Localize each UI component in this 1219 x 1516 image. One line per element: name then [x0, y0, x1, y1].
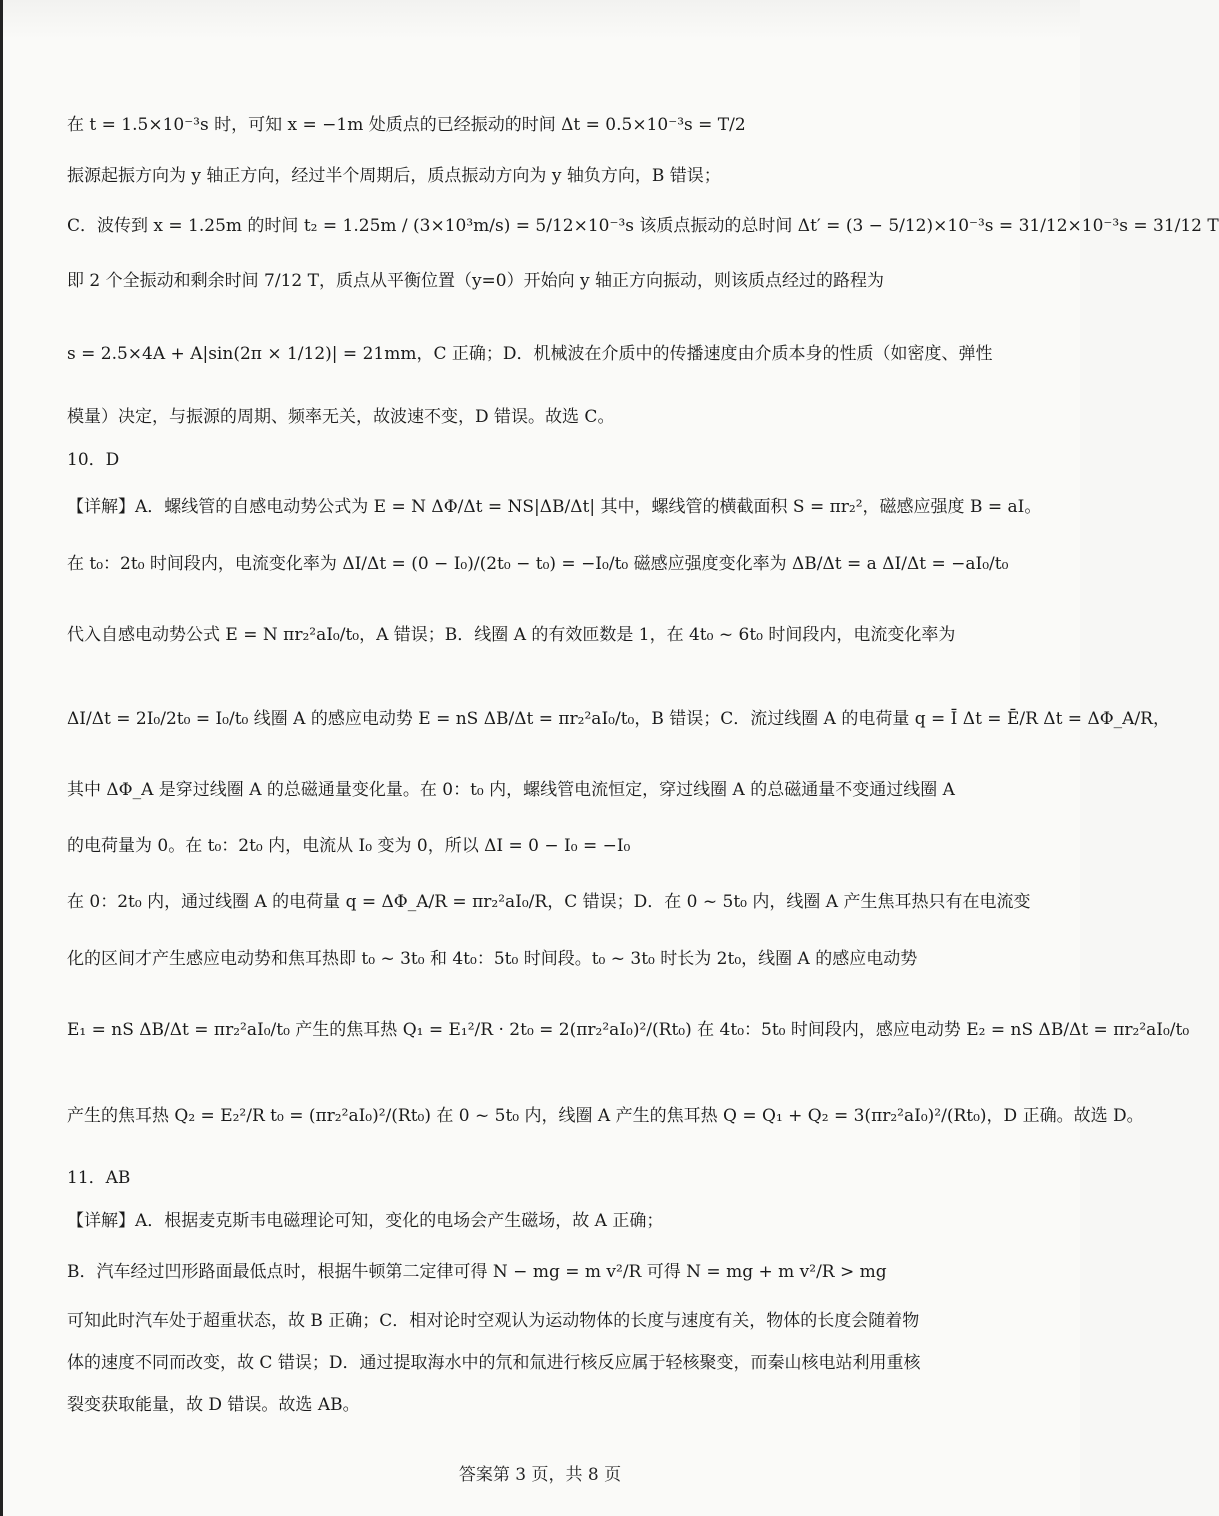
text-line: 在 t = 1.5×10⁻³s 时，可知 x = −1m 处质点的已经振动的时间 Δt = 0.5×10⁻³s = T/2: [67, 115, 746, 135]
text-line: 裂变获取能量，故 D 错误。故选 AB。: [67, 1395, 360, 1415]
text-line: 在 t₀：2t₀ 时间段内，电流变化率为 ΔI/Δt = (0 − I₀)/(2t₀ − t₀) = −I₀/t₀ 磁感应强度变化率为 ΔB/Δt = a ΔI/Δt = −aI₀/t₀: [67, 554, 1009, 574]
page-left-edge: [0, 0, 3, 1516]
text-line: 【详解】A．螺线管的自感电动势公式为 E = N ΔΦ/Δt = NS|ΔB/Δt| 其中，螺线管的横截面积 S = πr₂²，磁感应强度 B = aI。: [67, 497, 1042, 517]
text-line: 产生的焦耳热 Q₂ = E₂²/R t₀ = (πr₂²aI₀)²/(Rt₀) 在 0 ~ 5t₀ 内，线圈 A 产生的焦耳热 Q = Q₁ + Q₂ = 3(πr₂²aI₀)²/(Rt₀)，D 正确。故选 D。: [67, 1106, 1144, 1126]
text-line: B．汽车经过凹形路面最低点时，根据牛顿第二定律可得 N − mg = m v²/R 可得 N = mg + m v²/R > mg: [67, 1262, 887, 1282]
text-line: 振源起振方向为 y 轴正方向，经过半个周期后，质点振动方向为 y 轴负方向，B 错误；: [67, 166, 721, 186]
text-line: 代入自感电动势公式 E = N πr₂²aI₀/t₀，A 错误；B．线圈 A 的有效匝数是 1，在 4t₀ ~ 6t₀ 时间段内，电流变化率为: [67, 625, 956, 645]
text-line: 即 2 个全振动和剩余时间 7/12 T，质点从平衡位置（y=0）开始向 y 轴正方向振动，则该质点经过的路程为: [67, 271, 885, 291]
text-line: 体的速度不同而改变，故 C 错误；D．通过提取海水中的氘和氚进行核反应属于轻核聚变，而秦山核电站利用重核: [67, 1353, 921, 1373]
text-line: 【详解】A．根据麦克斯韦电磁理论可知，变化的电场会产生磁场，故 A 正确；: [67, 1211, 664, 1231]
text-line: 的电荷量为 0。在 t₀：2t₀ 内，电流从 I₀ 变为 0，所以 ΔI = 0 − I₀ = −I₀: [67, 836, 631, 856]
text-line: 可知此时汽车处于超重状态，故 B 正确；C．相对论时空观认为运动物体的长度与速度有关，物体的长度会随着物: [67, 1311, 920, 1331]
question-number: 11．AB: [67, 1168, 131, 1188]
text-line: ΔI/Δt = 2I₀/2t₀ = I₀/t₀ 线圈 A 的感应电动势 E = nS ΔB/Δt = πr₂²aI₀/t₀，B 错误；C．流过线圈 A 的电荷量 q = Ī Δt = Ē/R Δt = ΔΦ_A/R，: [67, 709, 1170, 729]
text-line: 其中 ΔΦ_A 是穿过线圈 A 的总磁通量变化量。在 0：t₀ 内，螺线管电流恒定，穿过线圈 A 的总磁通量不变通过线圈 A: [67, 780, 955, 800]
text-line: 化的区间才产生感应电动势和焦耳热即 t₀ ~ 3t₀ 和 4t₀：5t₀ 时间段。t₀ ~ 3t₀ 时长为 2t₀，线圈 A 的感应电动势: [67, 949, 918, 969]
question-number: 10．D: [67, 450, 120, 470]
text-line: E₁ = nS ΔB/Δt = πr₂²aI₀/t₀ 产生的焦耳热 Q₁ = E₁²/R · 2t₀ = 2(πr₂²aI₀)²/(Rt₀) 在 4t₀：5t₀ 时间段内，感应电动势 E₂ = nS ΔB/Δt = πr₂²aI₀/t₀: [67, 1020, 1190, 1040]
text-line: 在 0：2t₀ 内，通过线圈 A 的电荷量 q = ΔΦ_A/R = πr₂²aI₀/R，C 错误；D．在 0 ~ 5t₀ 内，线圈 A 产生焦耳热只有在电流变: [67, 892, 1031, 912]
page-footer: 答案第 3 页，共 8 页: [458, 1465, 622, 1485]
text-line: C．波传到 x = 1.25m 的时间 t₂ = 1.25m / (3×10³m/s) = 5/12×10⁻³s 该质点振动的总时间 Δt′ = (3 − 5/12)×10⁻³s = 31/12×10⁻³s = 31/12 T: [67, 216, 1219, 236]
text-line: s = 2.5×4A + A|sin(2π × 1/12)| = 21mm，C 正确；D．机械波在介质中的传播速度由介质本身的性质（如密度、弹性: [67, 344, 993, 364]
text-line: 模量）决定，与振源的周期、频率无关，故波速不变，D 错误。故选 C。: [67, 407, 615, 427]
